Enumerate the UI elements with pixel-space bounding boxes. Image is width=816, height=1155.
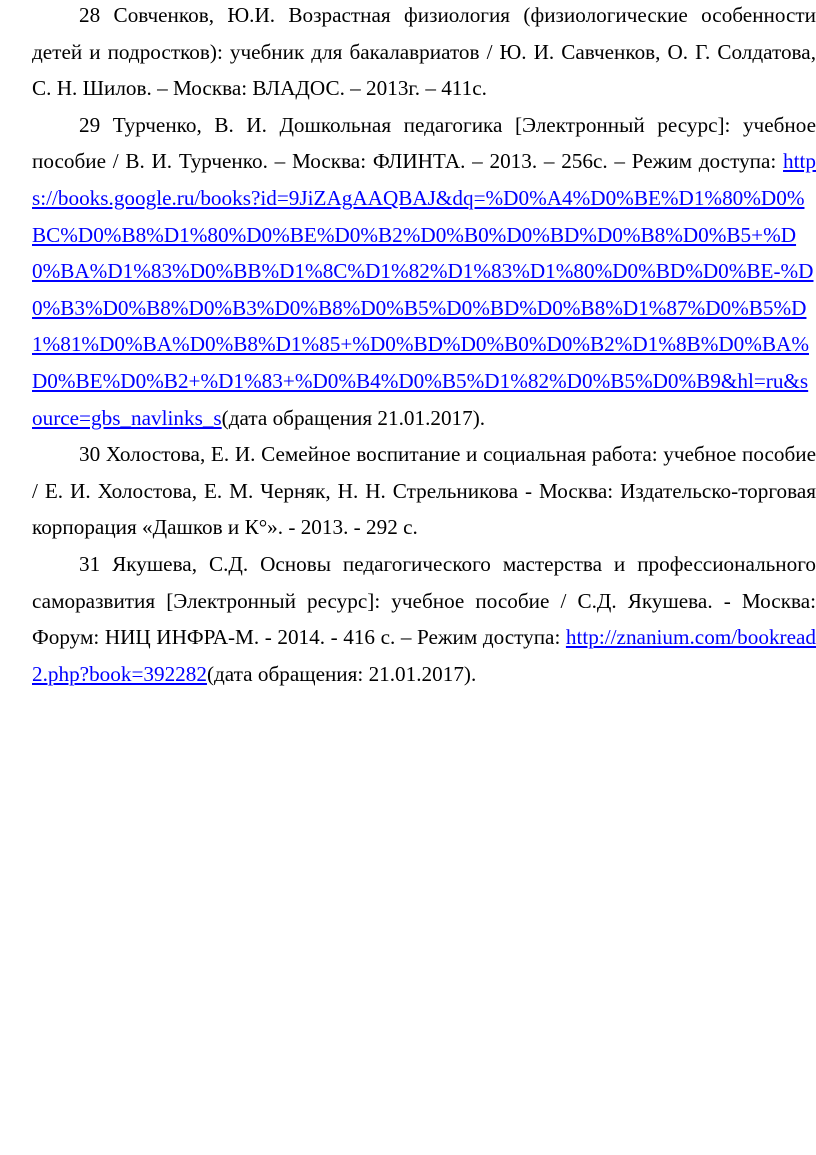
reference-item-29: [32, 107, 816, 436]
reference-text: 29 Турченко, В. И. Дошкольная педагогика [Электронный ресурс]: учебное пособие / В. И. Турченко. – Москва: ФЛИНТА. – 2013. – 256с. – Режим доступа:: [32, 112, 816, 174]
reference-access-date: (дата обращения: 21.01.2017).: [206, 661, 477, 686]
reference-link[interactable]: http://znanium.com/bookread2.php?book=392282: [32, 625, 816, 686]
reference-text: 30 Холостова, Е. И. Семейное воспитание и социальная работа: учебное пособие / Е. И. Холостова, Е. М. Черняк, Н. Н. Стрельникова - Москва: Издательско-торговая корпорация «Дашков и К°». - 2013. - 292 с.: [32, 442, 816, 540]
reference-item-30: [32, 436, 816, 546]
reference-access-date: (дата обращения 21.01.2017).: [221, 405, 486, 430]
reference-text: 28 Совченков, Ю.И. Возрастная физиология (физиологические особенности детей и подростков): учебник для бакалавриатов / Ю. И. Савченков, О. Г. Солдатова, С. Н. Шилов. – Москва: ВЛАДОС. – 2013г. – 411с.: [32, 3, 816, 101]
reference-item-28: [32, 0, 816, 107]
document-page: [32, 0, 816, 692]
reference-item-31: [32, 546, 816, 692]
reference-text: 31 Якушева, С.Д. Основы педагогического мастерства и профессионального саморазвития [Электронный ресурс]: учебное пособие / С.Д. Якушева. - Москва: Форум: НИЦ ИНФРА-М. - 2014. - 416 с. – Режим доступа:: [32, 551, 816, 650]
reference-link[interactable]: https://books.google.ru/books?id=9JiZAgAAQBAJ&dq=%D0%A4%D0%BE%D1%80%D0%BC%D0%B8%D1%80%D0%BE%D0%B2%D0%B0%D0%BD%D0%B8%D0%B5+%D0%BA%D1%83%D0%BB%D1%8C%D1%82%D1%83%D1%80%D0%BD%D0%BE-%D0%B3%D0%B8%D0%B3%D0%B8%D0%B5%D0%BD%D0%B8%D1%87%D0%B5%D1%81%D0%BA%D0%B8%D1%85+%D0%BD%D0%B0%D0%B2%D1%8B%D0%BA%D0%BE%D0%B2+%D1%83+%D0%B4%D0%B5%D1%82%D0%B5%D0%B9&hl=ru&source=gbs_navlinks_s: [32, 149, 816, 430]
